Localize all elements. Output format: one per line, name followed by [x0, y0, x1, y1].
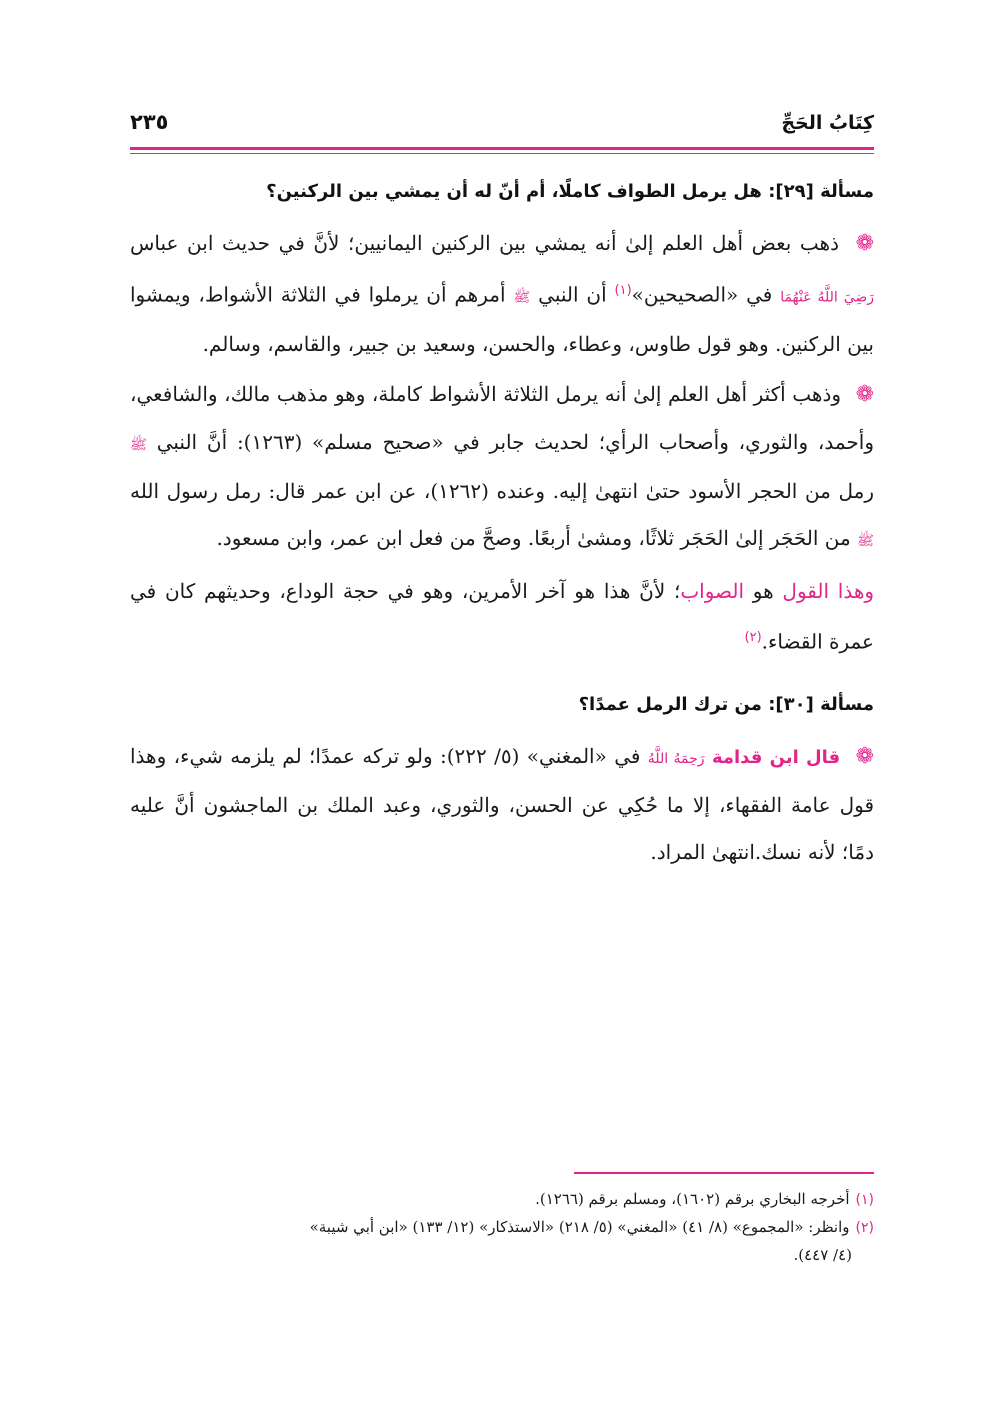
- p3-highlight-2: الصواب: [680, 579, 745, 604]
- p4-scholar-name: قال ابن قدامة: [711, 746, 841, 768]
- honorific-salla: ﷺ: [513, 289, 531, 306]
- paragraph-3: [130, 568, 874, 665]
- question-29-heading: [130, 172, 874, 212]
- p2-text-1: وذهب أكثر أهل العلم إلىٰ أنه يرمل الثلاثة الأشواط كاملة، وهو مذهب مالك، والشافعي، وأحمد، والثوري، وأصحاب الرأي؛ لحديث جابر في «صحيح مسلم» (١٢٦٣): أنَّ النبي: [130, 382, 874, 454]
- p1-text-2: في «الصحيحين»: [631, 282, 773, 307]
- header-rule-thick: [130, 147, 874, 150]
- footnote-2-continuation: (٤/ ٤٤٧).: [793, 1246, 852, 1264]
- paragraph-1: [130, 220, 874, 367]
- question-29-text: هل يرمل الطواف كاملًا، أم أنّ له أن يمشي بين الركنين؟: [266, 181, 762, 202]
- footnote-2-number: (٢): [855, 1220, 874, 1236]
- flower-ornament-icon: ❁: [855, 231, 875, 256]
- footnote-ref-1[interactable]: (١): [614, 282, 632, 298]
- question-30-label: مسألة [٣٠]:: [768, 693, 874, 715]
- p2-text-2: رمل من الحجر الأسود حتىٰ انتهىٰ إليه. وعنده (١٢٦٢)، عن ابن عمر قال: رمل رسول الله: [130, 479, 874, 504]
- p1-text-3: أن النبي: [538, 282, 607, 307]
- p3-text-2: ؛ لأنَّ هذا هو آخر الأمرين، وهو في حجة الوداع، وحديثهم كان في عمرة القضاء.: [130, 579, 874, 654]
- running-title: كِتَابُ الحَجِّ: [781, 112, 874, 134]
- question-30-text: من ترك الرمل عمدًا؟: [578, 693, 762, 715]
- page-content: [130, 172, 874, 875]
- p3-highlight-1: وهذا القول: [782, 579, 875, 604]
- question-29-label: مسألة [٢٩]:: [768, 181, 874, 202]
- footnote-2: [130, 1214, 874, 1242]
- honorific-rahimahu: رَحِمَهُ اللَّهُ: [647, 750, 705, 767]
- honorific-salla: ﷺ: [857, 532, 874, 549]
- paragraph-2: [130, 371, 874, 564]
- footnote-1: [130, 1186, 874, 1214]
- footnote-separator: [574, 1172, 874, 1174]
- question-30-heading: [130, 685, 874, 725]
- p1-text-4: أمرهم أن يرملوا في الثلاثة الأشواط، ويمشوا بين الركنين. وهو قول طاوس، وعطاء، والحسن، وسعيد بن جبير، والقاسم، وسالم.: [130, 282, 874, 356]
- p3-text-1: هو: [752, 579, 774, 604]
- p1-text-1: ذهب بعض أهل العلم إلىٰ أنه يمشي بين الركنين اليمانيين؛ لأنَّ في حديث ابن عباس: [130, 231, 840, 255]
- flower-ornament-icon: ❁: [855, 743, 874, 769]
- footnote-ref-2[interactable]: (٢): [744, 629, 762, 645]
- honorific-salla: ﷺ: [130, 436, 147, 453]
- flower-ornament-icon: ❁: [855, 382, 875, 408]
- page-header: [130, 108, 874, 148]
- honorific-radiya-allah: رَضِيَ اللَّهُ عَنْهُمَا: [780, 289, 875, 306]
- footnote-2-text: وانظر: «المجموع» (٨/ ٤١) «المغني» (٥/ ٢١٨) «الاستذكار» (١٢/ ١٣٣) «ابن أبي شيبة»: [309, 1218, 850, 1236]
- paragraph-4: [130, 733, 874, 876]
- p4-text-1: في «المغني» (٥/ ٢٢٢): ولو تركه عمدًا؛ لم يلزمه شيء، وهذا قول عامة الفقهاء، إلا ما حُكِي عن الحسن، والثوري، وعبد الملك بن الماجشون أنَّ عليه دمًا؛ لأنه نسك.انتهىٰ المراد.: [130, 743, 875, 864]
- header-rule-thin: [130, 153, 874, 154]
- footnotes: [130, 1186, 874, 1269]
- page-number: ٢٣٥: [130, 110, 169, 134]
- p2-text-3: من الحَجَر إلىٰ الحَجَر ثلاثًا، ومشىٰ أربعًا. وصحَّ من فعل ابن عمر، وابن مسعود.: [216, 525, 851, 550]
- footnote-1-text: أخرجه البخاري برقم (١٦٠٢)، ومسلم برقم (١٢٦٦).: [535, 1190, 850, 1208]
- footnote-1-number: (١): [855, 1192, 874, 1208]
